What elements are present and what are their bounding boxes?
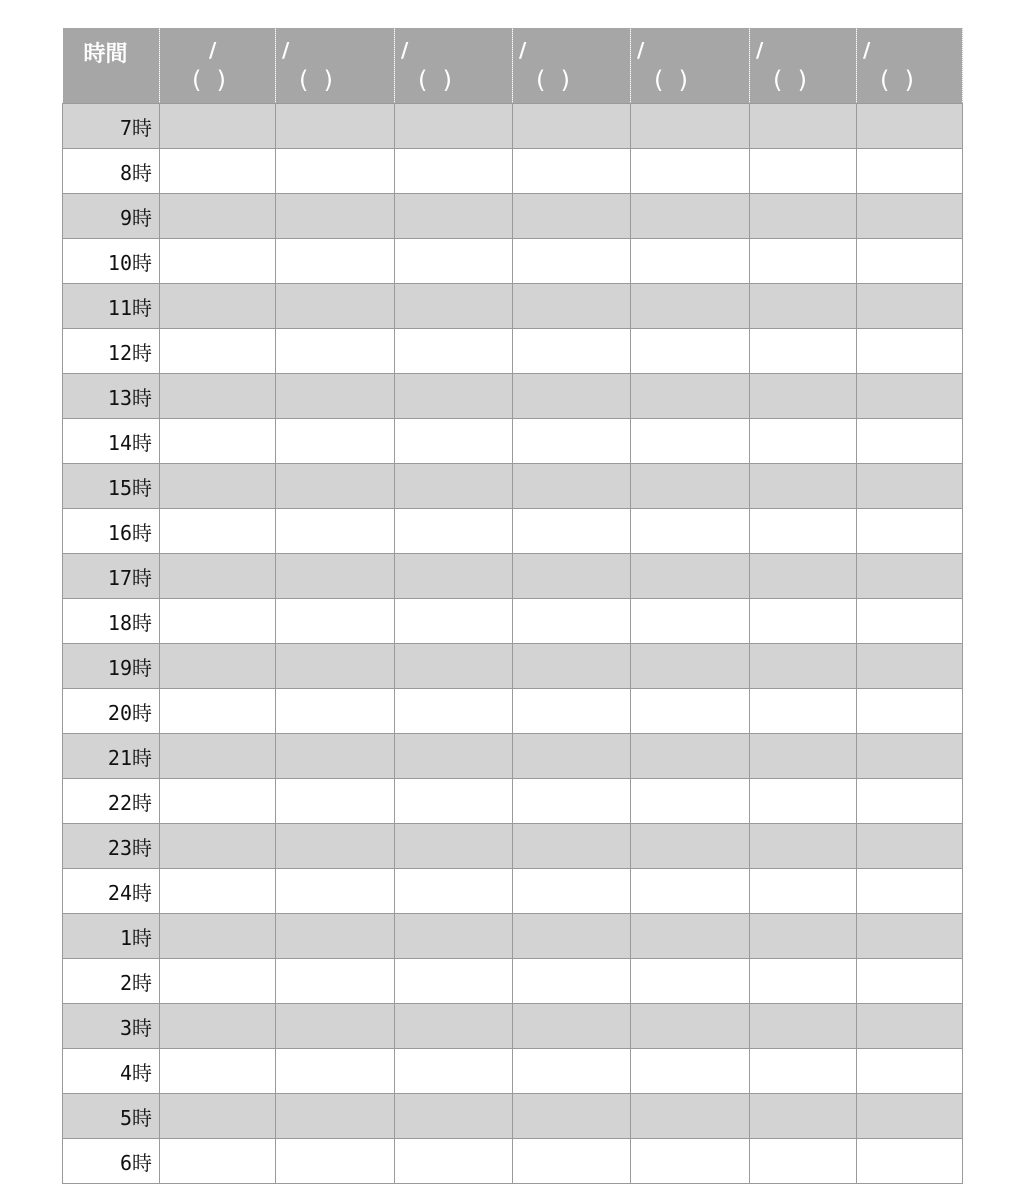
hour-row bbox=[63, 779, 963, 824]
schedule-cell[interactable] bbox=[513, 914, 631, 959]
hour-label: 1時 bbox=[63, 914, 160, 959]
schedule-cell[interactable] bbox=[631, 644, 750, 689]
schedule-cell[interactable] bbox=[631, 869, 750, 914]
schedule-cell[interactable] bbox=[276, 869, 395, 914]
date-slash: / bbox=[637, 38, 645, 62]
schedule-cell[interactable] bbox=[395, 104, 513, 149]
hour-row bbox=[63, 464, 963, 509]
schedule-cell[interactable] bbox=[513, 824, 631, 869]
hour-label: 2時 bbox=[63, 959, 160, 1004]
schedule-cell[interactable] bbox=[631, 599, 750, 644]
schedule-cell[interactable] bbox=[750, 329, 857, 374]
hour-row bbox=[63, 329, 963, 374]
schedule-cell[interactable] bbox=[276, 1049, 395, 1094]
schedule-cell[interactable] bbox=[395, 554, 513, 599]
schedule-cell[interactable] bbox=[857, 149, 963, 194]
hour-row bbox=[63, 1094, 963, 1139]
schedule-cell[interactable] bbox=[750, 374, 857, 419]
schedule-cell[interactable] bbox=[160, 689, 276, 734]
schedule-cell[interactable] bbox=[631, 824, 750, 869]
hour-label: 20時 bbox=[63, 689, 160, 734]
schedule-cell[interactable] bbox=[395, 869, 513, 914]
schedule-cell[interactable] bbox=[513, 689, 631, 734]
hour-row bbox=[63, 1139, 963, 1184]
hour-row bbox=[63, 959, 963, 1004]
schedule-cell[interactable] bbox=[395, 1004, 513, 1049]
schedule-cell[interactable] bbox=[276, 464, 395, 509]
schedule-cell[interactable] bbox=[857, 779, 963, 824]
schedule-cell[interactable] bbox=[276, 689, 395, 734]
schedule-cell[interactable] bbox=[857, 374, 963, 419]
schedule-cell[interactable] bbox=[395, 734, 513, 779]
schedule-cell[interactable] bbox=[513, 104, 631, 149]
hour-label: 7時 bbox=[63, 104, 160, 149]
schedule-cell[interactable] bbox=[750, 554, 857, 599]
hour-row bbox=[63, 554, 963, 599]
schedule-cell[interactable] bbox=[513, 779, 631, 824]
schedule-cell[interactable] bbox=[750, 149, 857, 194]
day-header-7[interactable] bbox=[857, 28, 963, 104]
schedule-cell[interactable] bbox=[631, 194, 750, 239]
schedule-cell[interactable] bbox=[276, 1094, 395, 1139]
schedule-cell[interactable] bbox=[276, 824, 395, 869]
schedule-cell[interactable] bbox=[631, 734, 750, 779]
schedule-cell[interactable] bbox=[160, 779, 276, 824]
schedule-cell[interactable] bbox=[276, 734, 395, 779]
date-slash: / bbox=[209, 38, 217, 62]
schedule-cell[interactable] bbox=[395, 824, 513, 869]
schedule-cell[interactable] bbox=[631, 914, 750, 959]
schedule-cell[interactable] bbox=[857, 1004, 963, 1049]
day-header-6[interactable] bbox=[750, 28, 857, 104]
schedule-cell[interactable] bbox=[750, 1139, 857, 1184]
hour-row bbox=[63, 194, 963, 239]
schedule-cell[interactable] bbox=[276, 779, 395, 824]
weekly-schedule-sheet bbox=[62, 28, 963, 1184]
schedule-cell[interactable] bbox=[750, 959, 857, 1004]
day-header-4[interactable] bbox=[513, 28, 631, 104]
schedule-cell[interactable] bbox=[160, 599, 276, 644]
schedule-cell[interactable] bbox=[395, 464, 513, 509]
schedule-cell[interactable] bbox=[631, 959, 750, 1004]
schedule-cell[interactable] bbox=[750, 644, 857, 689]
schedule-cell[interactable] bbox=[857, 1139, 963, 1184]
schedule-cell[interactable] bbox=[631, 779, 750, 824]
schedule-cell[interactable] bbox=[631, 149, 750, 194]
schedule-cell[interactable] bbox=[750, 509, 857, 554]
schedule-cell[interactable] bbox=[395, 644, 513, 689]
schedule-cell[interactable] bbox=[750, 869, 857, 914]
schedule-cell[interactable] bbox=[276, 284, 395, 329]
schedule-cell[interactable] bbox=[750, 239, 857, 284]
hour-label: 3時 bbox=[63, 1004, 160, 1049]
schedule-cell[interactable] bbox=[750, 1004, 857, 1049]
hour-label: 12時 bbox=[63, 329, 160, 374]
schedule-cell[interactable] bbox=[276, 104, 395, 149]
time-header-label: 時間 bbox=[83, 42, 128, 67]
hour-label: 24時 bbox=[63, 869, 160, 914]
schedule-cell[interactable] bbox=[160, 104, 276, 149]
schedule-cell[interactable] bbox=[513, 554, 631, 599]
schedule-cell[interactable] bbox=[857, 959, 963, 1004]
schedule-cell[interactable] bbox=[750, 1049, 857, 1094]
schedule-cell[interactable] bbox=[160, 824, 276, 869]
schedule-cell[interactable] bbox=[631, 239, 750, 284]
schedule-cell[interactable] bbox=[631, 1094, 750, 1139]
schedule-body bbox=[63, 104, 963, 1184]
hour-label: 4時 bbox=[63, 1049, 160, 1094]
schedule-cell[interactable] bbox=[750, 284, 857, 329]
schedule-cell[interactable] bbox=[513, 464, 631, 509]
schedule-cell[interactable] bbox=[276, 959, 395, 1004]
hour-label: 22時 bbox=[63, 779, 160, 824]
weekday-parens: ( ) bbox=[192, 66, 226, 94]
hour-row bbox=[63, 509, 963, 554]
schedule-cell[interactable] bbox=[750, 824, 857, 869]
schedule-cell[interactable] bbox=[750, 734, 857, 779]
schedule-cell[interactable] bbox=[750, 104, 857, 149]
header-row bbox=[63, 28, 963, 104]
schedule-cell[interactable] bbox=[160, 1049, 276, 1094]
schedule-cell[interactable] bbox=[750, 419, 857, 464]
schedule-cell[interactable] bbox=[513, 284, 631, 329]
schedule-cell[interactable] bbox=[631, 329, 750, 374]
schedule-cell[interactable] bbox=[395, 779, 513, 824]
hour-label: 18時 bbox=[63, 599, 160, 644]
schedule-cell[interactable] bbox=[513, 239, 631, 284]
date-slash: / bbox=[756, 38, 764, 62]
schedule-cell[interactable] bbox=[395, 1139, 513, 1184]
schedule-cell[interactable] bbox=[857, 104, 963, 149]
hour-label: 19時 bbox=[63, 644, 160, 689]
schedule-cell[interactable] bbox=[395, 599, 513, 644]
hour-row bbox=[63, 599, 963, 644]
schedule-cell[interactable] bbox=[857, 1094, 963, 1139]
schedule-cell[interactable] bbox=[750, 779, 857, 824]
schedule-cell[interactable] bbox=[160, 239, 276, 284]
schedule-cell[interactable] bbox=[160, 869, 276, 914]
hour-label: 21時 bbox=[63, 734, 160, 779]
weekday-parens: ( ) bbox=[773, 66, 807, 94]
schedule-cell[interactable] bbox=[160, 1004, 276, 1049]
hour-label: 11時 bbox=[63, 284, 160, 329]
schedule-cell[interactable] bbox=[631, 104, 750, 149]
schedule-cell[interactable] bbox=[513, 329, 631, 374]
hour-row bbox=[63, 1049, 963, 1094]
schedule-cell[interactable] bbox=[395, 284, 513, 329]
schedule-cell[interactable] bbox=[513, 644, 631, 689]
schedule-cell[interactable] bbox=[631, 1139, 750, 1184]
schedule-cell[interactable] bbox=[160, 1139, 276, 1184]
schedule-cell[interactable] bbox=[276, 149, 395, 194]
schedule-cell[interactable] bbox=[395, 419, 513, 464]
hour-label: 9時 bbox=[63, 194, 160, 239]
hour-row bbox=[63, 1004, 963, 1049]
schedule-cell[interactable] bbox=[395, 239, 513, 284]
schedule-cell[interactable] bbox=[395, 1094, 513, 1139]
schedule-cell[interactable] bbox=[857, 329, 963, 374]
schedule-cell[interactable] bbox=[276, 1004, 395, 1049]
weekday-parens: ( ) bbox=[536, 66, 570, 94]
schedule-cell[interactable] bbox=[857, 419, 963, 464]
schedule-cell[interactable] bbox=[857, 1049, 963, 1094]
schedule-cell[interactable] bbox=[276, 914, 395, 959]
schedule-cell[interactable] bbox=[513, 1094, 631, 1139]
schedule-cell[interactable] bbox=[395, 1049, 513, 1094]
schedule-cell[interactable] bbox=[631, 464, 750, 509]
schedule-cell[interactable] bbox=[276, 374, 395, 419]
weekday-parens: ( ) bbox=[880, 66, 914, 94]
schedule-cell[interactable] bbox=[750, 914, 857, 959]
hour-row bbox=[63, 374, 963, 419]
schedule-cell[interactable] bbox=[631, 554, 750, 599]
schedule-cell[interactable] bbox=[160, 419, 276, 464]
date-slash: / bbox=[401, 38, 409, 62]
schedule-cell[interactable] bbox=[750, 599, 857, 644]
hour-row bbox=[63, 239, 963, 284]
schedule-cell[interactable] bbox=[857, 914, 963, 959]
schedule-cell[interactable] bbox=[857, 554, 963, 599]
day-header-3[interactable] bbox=[395, 28, 513, 104]
hour-label: 14時 bbox=[63, 419, 160, 464]
schedule-cell[interactable] bbox=[276, 554, 395, 599]
schedule-cell[interactable] bbox=[513, 959, 631, 1004]
schedule-cell[interactable] bbox=[750, 689, 857, 734]
schedule-cell[interactable] bbox=[857, 734, 963, 779]
schedule-cell[interactable] bbox=[857, 644, 963, 689]
schedule-cell[interactable] bbox=[276, 239, 395, 284]
hour-row bbox=[63, 824, 963, 869]
hour-row bbox=[63, 644, 963, 689]
schedule-cell[interactable] bbox=[160, 644, 276, 689]
hour-label: 16時 bbox=[63, 509, 160, 554]
schedule-cell[interactable] bbox=[631, 1004, 750, 1049]
schedule-cell[interactable] bbox=[276, 1139, 395, 1184]
schedule-cell[interactable] bbox=[631, 419, 750, 464]
hour-label: 8時 bbox=[63, 149, 160, 194]
schedule-cell[interactable] bbox=[857, 689, 963, 734]
date-slash: / bbox=[282, 38, 290, 62]
schedule-cell[interactable] bbox=[513, 1139, 631, 1184]
schedule-cell[interactable] bbox=[513, 1004, 631, 1049]
schedule-cell[interactable] bbox=[513, 599, 631, 644]
schedule-cell[interactable] bbox=[276, 599, 395, 644]
schedule-cell[interactable] bbox=[395, 509, 513, 554]
schedule-cell[interactable] bbox=[160, 1094, 276, 1139]
date-slash: / bbox=[863, 38, 871, 62]
schedule-cell[interactable] bbox=[395, 374, 513, 419]
schedule-cell[interactable] bbox=[160, 329, 276, 374]
hour-row bbox=[63, 419, 963, 464]
schedule-cell[interactable] bbox=[276, 329, 395, 374]
schedule-cell[interactable] bbox=[750, 464, 857, 509]
hour-label: 23時 bbox=[63, 824, 160, 869]
schedule-cell[interactable] bbox=[857, 464, 963, 509]
hour-label: 6時 bbox=[63, 1139, 160, 1184]
schedule-cell[interactable] bbox=[395, 149, 513, 194]
schedule-cell[interactable] bbox=[631, 1049, 750, 1094]
day-header-1[interactable] bbox=[160, 28, 276, 104]
schedule-cell[interactable] bbox=[631, 509, 750, 554]
schedule-cell[interactable] bbox=[750, 194, 857, 239]
day-header-2[interactable] bbox=[276, 28, 395, 104]
weekday-parens: ( ) bbox=[654, 66, 688, 94]
schedule-cell[interactable] bbox=[395, 914, 513, 959]
schedule-cell[interactable] bbox=[276, 194, 395, 239]
hour-row bbox=[63, 284, 963, 329]
schedule-cell[interactable] bbox=[395, 329, 513, 374]
hour-label: 5時 bbox=[63, 1094, 160, 1139]
schedule-cell[interactable] bbox=[857, 869, 963, 914]
schedule-cell[interactable] bbox=[857, 239, 963, 284]
hour-row bbox=[63, 734, 963, 779]
schedule-cell[interactable] bbox=[276, 419, 395, 464]
schedule-cell[interactable] bbox=[160, 284, 276, 329]
schedule-cell[interactable] bbox=[160, 734, 276, 779]
schedule-cell[interactable] bbox=[631, 284, 750, 329]
hour-label: 13時 bbox=[63, 374, 160, 419]
date-slash: / bbox=[519, 38, 527, 62]
hour-row bbox=[63, 149, 963, 194]
schedule-cell[interactable] bbox=[631, 374, 750, 419]
hour-label: 15時 bbox=[63, 464, 160, 509]
hour-row bbox=[63, 689, 963, 734]
schedule-cell[interactable] bbox=[160, 959, 276, 1004]
schedule-cell[interactable] bbox=[160, 509, 276, 554]
schedule-cell[interactable] bbox=[395, 689, 513, 734]
schedule-cell[interactable] bbox=[857, 824, 963, 869]
weekday-parens: ( ) bbox=[299, 66, 333, 94]
schedule-cell[interactable] bbox=[750, 1094, 857, 1139]
schedule-cell[interactable] bbox=[513, 1049, 631, 1094]
schedule-cell[interactable] bbox=[631, 689, 750, 734]
hour-row bbox=[63, 104, 963, 149]
schedule-cell[interactable] bbox=[857, 599, 963, 644]
weekday-parens: ( ) bbox=[418, 66, 452, 94]
schedule-cell[interactable] bbox=[160, 149, 276, 194]
schedule-cell[interactable] bbox=[857, 194, 963, 239]
schedule-cell[interactable] bbox=[513, 869, 631, 914]
time-column-header bbox=[63, 28, 160, 104]
schedule-cell[interactable] bbox=[395, 959, 513, 1004]
schedule-cell[interactable] bbox=[160, 914, 276, 959]
schedule-cell[interactable] bbox=[160, 194, 276, 239]
schedule-cell[interactable] bbox=[395, 194, 513, 239]
schedule-cell[interactable] bbox=[513, 509, 631, 554]
schedule-cell[interactable] bbox=[160, 554, 276, 599]
schedule-cell[interactable] bbox=[160, 374, 276, 419]
hour-row bbox=[63, 914, 963, 959]
schedule-cell[interactable] bbox=[857, 284, 963, 329]
schedule-table bbox=[62, 28, 963, 1184]
schedule-cell[interactable] bbox=[857, 509, 963, 554]
schedule-cell[interactable] bbox=[513, 149, 631, 194]
schedule-cell[interactable] bbox=[513, 194, 631, 239]
schedule-cell[interactable] bbox=[276, 509, 395, 554]
day-header-5[interactable] bbox=[631, 28, 750, 104]
hour-row bbox=[63, 869, 963, 914]
hour-label: 17時 bbox=[63, 554, 160, 599]
hour-label: 10時 bbox=[63, 239, 160, 284]
schedule-cell[interactable] bbox=[276, 644, 395, 689]
schedule-cell[interactable] bbox=[513, 734, 631, 779]
schedule-cell[interactable] bbox=[513, 419, 631, 464]
schedule-cell[interactable] bbox=[160, 464, 276, 509]
schedule-cell[interactable] bbox=[513, 374, 631, 419]
